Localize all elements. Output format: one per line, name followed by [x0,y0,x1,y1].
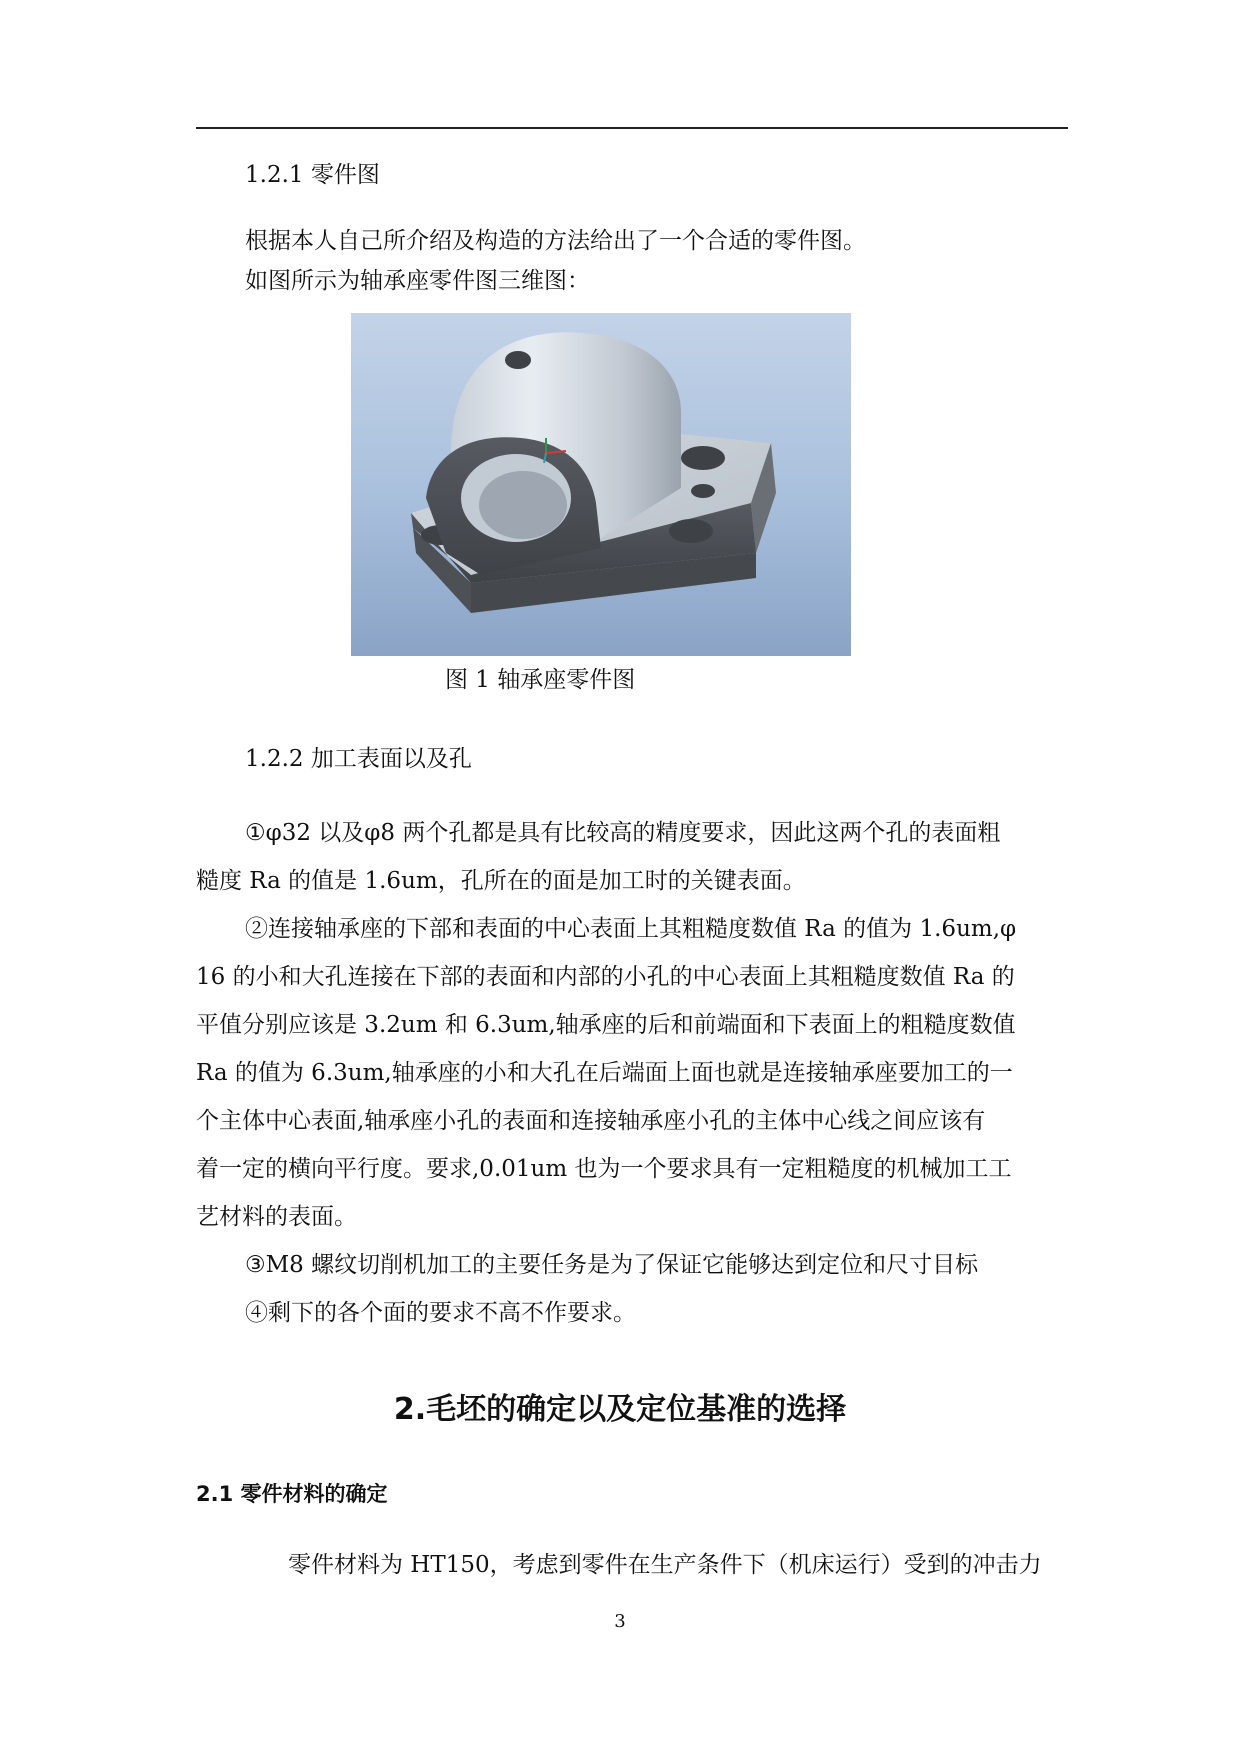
paragraph-figure-ref: 如图所示为轴承座零件图三维图： [245,268,590,294]
top-hole-m8 [505,351,531,369]
body-line: 零件材料为 HT150，考虑到零件在生产条件下（机床运行）受到的冲击力 [288,1552,1042,1578]
mount-hole-top-right [681,446,725,470]
section-heading-1-2-2: 1.2.2 加工表面以及孔 [245,746,472,772]
body-line: ②连接轴承座的下部和表面的中心表面上其粗糙度数值 Ra 的值为 1.6um,φ [245,916,1017,942]
body-line: 着一定的横向平行度。要求,0.01um 也为一个要求具有一定粗糙度的机械加工工 [196,1156,1012,1182]
mount-hole-bottom-right [669,519,713,543]
section-heading-1-2-1: 1.2.1 零件图 [245,162,380,188]
body-line: ③M8 螺纹切削机加工的主要任务是为了保证它能够达到定位和尺寸目标 [245,1252,979,1278]
bearing-housing-model [351,313,851,656]
mount-hole-middle-right [691,484,715,498]
body-line: 16 的小和大孔连接在下部的表面和内部的小孔的中心表面上其粗糙度数值 Ra 的 [196,964,1015,990]
body-line: 个主体中心表面,轴承座小孔的表面和连接轴承座小孔的主体中心线之间应该有 [196,1108,986,1134]
body-line: 平值分别应该是 3.2um 和 6.3um,轴承座的后和前端面和下表面上的粗糙度数值 [196,1012,1016,1038]
page-number: 3 [614,1611,626,1632]
body-line: ④剩下的各个面的要求不高不作要求。 [245,1300,636,1326]
section-heading-2-1: 2.1 零件材料的确定 [196,1482,388,1506]
body-line: 艺材料的表面。 [196,1204,357,1230]
bearing-housing-3d-figure [351,313,851,656]
body-line: ①φ32 以及φ8 两个孔都是具有比较高的精度要求，因此这两个孔的表面粗 [245,820,1001,846]
paragraph-intro: 根据本人自己所介绍及构造的方法给出了一个合适的零件图。 [245,228,866,254]
body-line: 糙度 Ra 的值是 1.6um，孔所在的面是加工时的关键表面。 [196,868,806,894]
body-line: Ra 的值为 6.3um,轴承座的小和大孔在后端面上面也就是连接轴承座要加工的一 [196,1060,1013,1086]
header-rule [196,127,1068,129]
figure-caption: 图 1 轴承座零件图 [445,667,636,693]
chapter-title: 2.毛坯的确定以及定位基准的选择 [393,1392,847,1427]
